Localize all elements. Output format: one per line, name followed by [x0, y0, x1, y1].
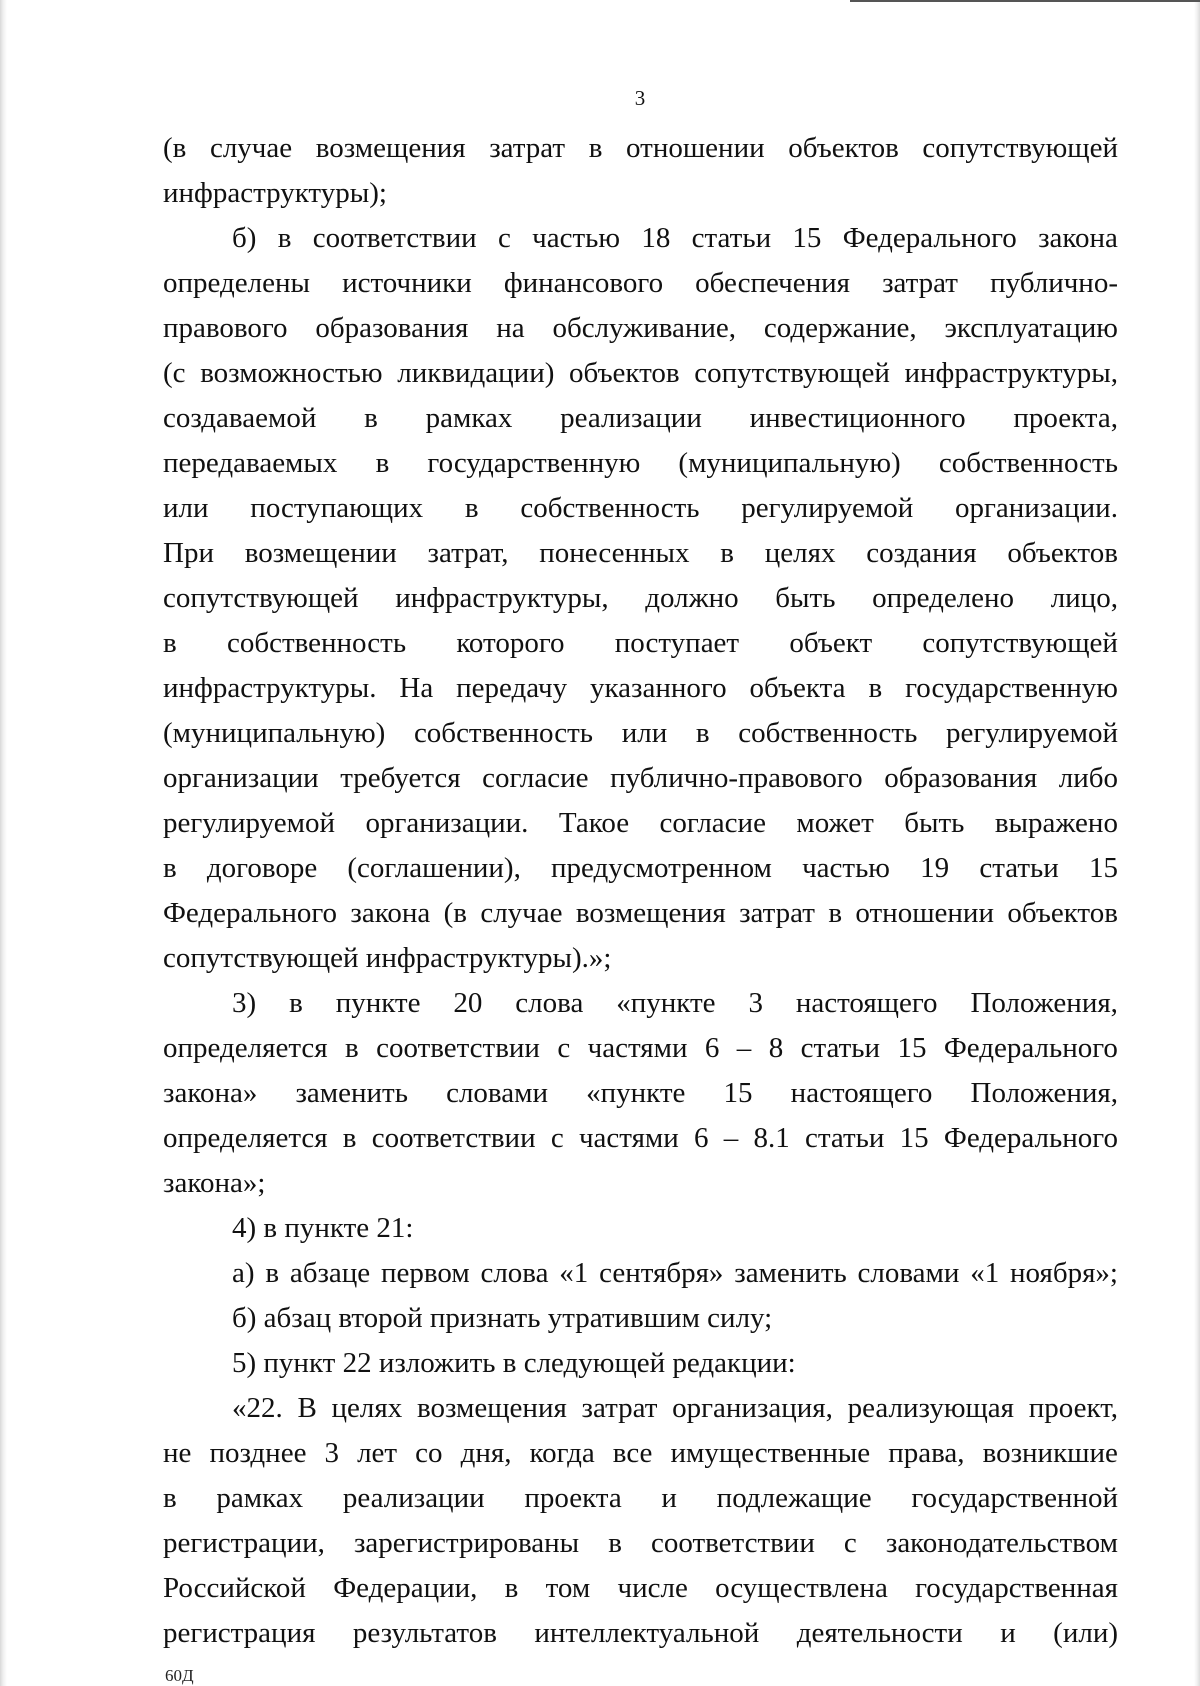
text-word: – — [736, 1032, 752, 1064]
text-word: организации — [163, 762, 319, 794]
text-word: в — [364, 402, 378, 434]
text-word: в — [504, 1572, 519, 1604]
text-word: собственность — [413, 717, 594, 749]
text-word: реализации — [560, 402, 702, 434]
text-word: организация, — [672, 1392, 833, 1424]
text-word: инвестиционного — [749, 402, 966, 434]
text-word: – — [723, 1122, 739, 1154]
text-line — [163, 1431, 1118, 1476]
text-word: «пункте — [616, 987, 716, 1019]
text-word: (соглашении), — [347, 852, 521, 884]
text-line — [163, 351, 1118, 396]
text-word: затрат, — [427, 537, 509, 569]
text-word: быть — [775, 582, 836, 614]
text-word: выражено — [994, 807, 1118, 839]
text-word: целях — [764, 537, 836, 569]
scan-right-edge — [1194, 0, 1200, 1686]
text-word: либо — [1058, 762, 1118, 794]
text-word: публично-правового — [610, 762, 863, 794]
text-word: сопутствующей — [163, 582, 359, 614]
text-word: которого — [456, 627, 565, 659]
text-word: слова — [480, 1257, 549, 1289]
text-word: согласие — [659, 807, 766, 839]
text-line: инфраструктуры); — [163, 177, 387, 209]
text-word: в — [720, 537, 734, 569]
text-word: Федерации, — [333, 1572, 478, 1604]
text-word: образования — [884, 762, 1038, 794]
text-line — [163, 576, 1118, 621]
text-word: собственность — [226, 627, 407, 659]
text-word: указанного — [590, 672, 727, 704]
text-word: в — [265, 1257, 280, 1289]
text-word: слова — [515, 987, 584, 1019]
text-word: проекта — [524, 1482, 622, 1514]
page-number: 3 — [634, 86, 646, 110]
text-word: в — [868, 672, 883, 704]
text-word: или — [621, 717, 668, 749]
text-word: не — [163, 1437, 192, 1469]
text-word: собственность — [938, 447, 1118, 479]
text-word: в — [344, 1032, 359, 1064]
text-word: передачу — [456, 672, 568, 704]
text-word: 18 — [641, 222, 671, 254]
text-word: Российской — [163, 1572, 306, 1604]
text-word: 6 — [694, 1122, 709, 1154]
text-word: Федерального — [842, 222, 1017, 254]
text-word: объектов — [1007, 897, 1118, 929]
text-word: а) — [232, 1257, 255, 1289]
text-word: 19 — [920, 852, 950, 884]
document-body — [163, 126, 1118, 1656]
text-word: лицо, — [1050, 582, 1118, 614]
text-word: результатов — [352, 1617, 497, 1649]
text-word: объектов — [569, 357, 680, 389]
text-word: затрат — [739, 897, 815, 929]
text-word: 15 — [897, 1032, 927, 1064]
text-word: возмещения — [416, 1392, 567, 1424]
text-word: и — [661, 1482, 677, 1514]
text-word: соответствии — [650, 1527, 815, 1559]
text-word: определено — [872, 582, 1015, 614]
text-word: интеллектуальной — [534, 1617, 760, 1649]
text-word: При — [163, 537, 214, 569]
text-word: 15 — [899, 1122, 929, 1154]
text-word: понесенных — [539, 537, 690, 569]
text-line — [163, 306, 1118, 351]
text-word: статьи — [691, 222, 772, 254]
text-word: должно — [645, 582, 739, 614]
text-word: объект — [789, 627, 873, 659]
text-word: публично- — [990, 267, 1118, 299]
text-word: Такое — [558, 807, 630, 839]
text-word: объектов — [788, 132, 899, 164]
text-word: сопутствующей — [922, 132, 1118, 164]
text-word: обслуживание, — [552, 312, 737, 344]
text-word: может — [796, 807, 874, 839]
text-word: собственность — [520, 492, 700, 524]
text-word: определяется — [163, 1032, 328, 1064]
text-word: организации. — [955, 492, 1118, 524]
text-word: с — [843, 1527, 857, 1559]
text-word: заменить — [295, 1077, 408, 1109]
text-line: закона»; — [163, 1167, 266, 1199]
text-line — [163, 1386, 1118, 1431]
text-word: В — [297, 1392, 317, 1424]
text-word: Федерального — [163, 897, 338, 929]
text-word: Федерального — [943, 1122, 1118, 1154]
text-word: затрат — [489, 132, 566, 164]
text-word: эксплуатацию — [944, 312, 1118, 344]
text-word: частями — [578, 1122, 679, 1154]
text-word: имущественные — [670, 1437, 871, 1469]
text-line — [163, 216, 1118, 261]
text-word: закона» — [163, 1077, 258, 1109]
text-word: сопутствующей — [694, 357, 890, 389]
text-word: (с — [163, 357, 186, 389]
text-line — [163, 846, 1118, 891]
text-word: регулируемой — [163, 807, 335, 839]
text-word: инфраструктуры, — [904, 357, 1118, 389]
text-word: осуществлена — [715, 1572, 888, 1604]
text-word: в — [289, 987, 303, 1019]
text-word: статьи — [800, 1032, 881, 1064]
text-word: государственная — [915, 1572, 1118, 1604]
text-word: частями — [587, 1032, 688, 1064]
text-word: (муниципальную) — [678, 447, 901, 479]
text-word: на — [496, 312, 525, 344]
text-word: отношении — [626, 132, 765, 164]
text-line — [163, 666, 1118, 711]
text-word: в — [277, 222, 292, 254]
text-word: образования — [315, 312, 469, 344]
text-word: источники — [342, 267, 472, 299]
text-word: (в — [163, 132, 187, 164]
text-word: 8.1 — [753, 1122, 790, 1154]
text-word: На — [399, 672, 434, 704]
text-word: в — [342, 1122, 357, 1154]
text-line — [163, 531, 1118, 576]
text-word: реализующая — [847, 1392, 1015, 1424]
text-word: Положения, — [970, 1077, 1118, 1109]
text-word: ноября»; — [1010, 1257, 1118, 1289]
text-word: рамках — [216, 1482, 304, 1514]
text-word: правового — [163, 312, 288, 344]
text-word: государственную — [905, 672, 1118, 704]
text-word: «1 — [559, 1257, 589, 1289]
text-word: государственной — [911, 1482, 1118, 1514]
text-word: обеспечения — [695, 267, 850, 299]
text-word: в — [163, 627, 177, 659]
text-word: регистрации, — [163, 1527, 325, 1559]
text-word: ликвидации) — [397, 357, 555, 389]
text-word: согласие — [482, 762, 589, 794]
text-line — [163, 1476, 1118, 1521]
text-word: случае — [480, 897, 563, 929]
text-word: регулируемой — [741, 492, 914, 524]
text-word: регулируемой — [946, 717, 1118, 749]
text-word: финансового — [503, 267, 664, 299]
text-line: б) абзац второй признать утратившим силу; — [232, 1302, 773, 1334]
text-word: «1 — [970, 1257, 1000, 1289]
text-line — [163, 1251, 1118, 1296]
text-word: с — [557, 1032, 571, 1064]
text-word: объектов — [1007, 537, 1118, 569]
text-word: в — [375, 447, 390, 479]
text-word: когда — [529, 1437, 595, 1469]
text-word: быть — [904, 807, 965, 839]
text-word: пункте — [335, 987, 421, 1019]
text-line — [163, 396, 1118, 441]
text-word: первом — [380, 1257, 470, 1289]
text-word: передаваемых — [163, 447, 338, 479]
text-word: словами — [446, 1077, 548, 1109]
text-word: возникшие — [982, 1437, 1118, 1469]
text-word: возможностью — [200, 357, 383, 389]
text-word: лет — [357, 1437, 398, 1469]
text-word: проект, — [1028, 1392, 1118, 1424]
text-word: 15 — [723, 1077, 753, 1109]
text-word: соответствии — [371, 1122, 536, 1154]
text-word: регистрация — [163, 1617, 316, 1649]
text-word: случае — [209, 132, 293, 164]
document-code: 60Д — [165, 1666, 194, 1685]
text-line — [163, 756, 1118, 801]
text-word: создания — [866, 537, 977, 569]
text-word: проекта, — [1013, 402, 1118, 434]
text-word: в — [464, 492, 479, 524]
text-line — [163, 1026, 1118, 1071]
text-word: содержание, — [763, 312, 917, 344]
scan-top-rule — [850, 0, 1200, 2]
text-word: позднее — [209, 1437, 307, 1469]
text-word: 15 — [792, 222, 822, 254]
text-word: 20 — [453, 987, 483, 1019]
text-line: 5) пункт 22 изложить в следующей редакции: — [232, 1347, 796, 1379]
text-word: 3 — [324, 1437, 339, 1469]
text-word: абзаце — [289, 1257, 371, 1289]
text-word: объекта — [749, 672, 846, 704]
text-word: определяется — [163, 1122, 328, 1154]
text-word: дня, — [460, 1437, 512, 1469]
text-word: подлежащие — [716, 1482, 872, 1514]
text-line — [163, 1521, 1118, 1566]
text-word: требуется — [340, 762, 461, 794]
text-word: заменить — [734, 1257, 847, 1289]
text-word: создаваемой — [163, 402, 317, 434]
text-line — [163, 126, 1118, 171]
text-word: в — [163, 852, 177, 884]
text-word: статьи — [804, 1122, 885, 1154]
text-word: в — [608, 1527, 622, 1559]
text-word: и — [1000, 1617, 1016, 1649]
text-word: возмещения — [315, 132, 466, 164]
text-word: организации. — [365, 807, 529, 839]
text-word: настоящего — [790, 1077, 933, 1109]
text-line — [163, 891, 1118, 936]
text-line — [163, 711, 1118, 756]
text-word: «22. — [232, 1392, 283, 1424]
text-word: в — [163, 1482, 177, 1514]
text-word: отношении — [855, 897, 994, 929]
text-word: 8 — [768, 1032, 784, 1064]
text-word: в — [695, 717, 710, 749]
text-line — [163, 801, 1118, 846]
text-word: (в — [443, 897, 467, 929]
text-line — [163, 1566, 1118, 1611]
text-word: поступающих — [250, 492, 424, 524]
text-line — [163, 261, 1118, 306]
text-word: предусмотренном — [551, 852, 772, 884]
text-word: числе — [617, 1572, 688, 1604]
text-word: Положения, — [970, 987, 1118, 1019]
scan-left-edge — [0, 0, 7, 1686]
text-word: договоре — [206, 852, 318, 884]
text-word: закона — [350, 897, 431, 929]
text-word: реализации — [342, 1482, 485, 1514]
text-word: деятельности — [796, 1617, 963, 1649]
text-word: затрат — [581, 1392, 658, 1424]
text-word: соответствии — [312, 222, 477, 254]
text-word: все — [612, 1437, 653, 1469]
text-word: закона — [1038, 222, 1118, 254]
text-line — [163, 1611, 1118, 1656]
text-word: инфраструктуры. — [163, 672, 377, 704]
text-word: инфраструктуры, — [395, 582, 609, 614]
text-word: или — [163, 492, 209, 524]
text-word: 6 — [704, 1032, 720, 1064]
text-line — [163, 621, 1118, 666]
text-word: частью — [532, 222, 621, 254]
text-word: зарегистрированы — [353, 1527, 580, 1559]
text-line — [163, 981, 1118, 1026]
text-word: частью — [802, 852, 890, 884]
text-word: том — [545, 1572, 591, 1604]
text-word: возмещении — [244, 537, 397, 569]
text-word: затрат — [882, 267, 958, 299]
text-word: в — [828, 897, 843, 929]
text-line — [163, 1071, 1118, 1116]
text-word: сопутствующей — [922, 627, 1118, 659]
text-word: собственность — [738, 717, 918, 749]
text-word: 3) — [232, 987, 257, 1019]
text-word: Федерального — [943, 1032, 1118, 1064]
text-word: статьи — [979, 852, 1059, 884]
text-word: со — [415, 1437, 443, 1469]
text-line — [163, 1116, 1118, 1161]
text-word: 15 — [1088, 852, 1118, 884]
text-word: словами — [857, 1257, 960, 1289]
text-line: 4) в пункте 21: — [232, 1212, 414, 1244]
text-line — [163, 441, 1118, 486]
text-word: (или) — [1053, 1617, 1118, 1649]
text-word: целях — [331, 1392, 403, 1424]
text-word: с — [550, 1122, 564, 1154]
text-word: законодательством — [885, 1527, 1118, 1559]
text-word: 3 — [748, 987, 763, 1019]
text-word: поступает — [614, 627, 740, 659]
text-word: возмещения — [575, 897, 726, 929]
text-line: сопутствующей инфраструктуры).»; — [163, 942, 612, 974]
text-word: в — [588, 132, 603, 164]
text-word: определены — [163, 267, 310, 299]
text-word: с — [497, 222, 511, 254]
text-word: «пункте — [586, 1077, 686, 1109]
text-word: государственную — [427, 447, 641, 479]
text-word: настоящего — [795, 987, 938, 1019]
text-word: сентября» — [599, 1257, 724, 1289]
text-word: б) — [232, 222, 257, 254]
text-word: права, — [888, 1437, 965, 1469]
text-word: (муниципальную) — [163, 717, 386, 749]
text-line — [163, 486, 1118, 531]
text-word: рамках — [425, 402, 513, 434]
text-word: соответствии — [376, 1032, 540, 1064]
